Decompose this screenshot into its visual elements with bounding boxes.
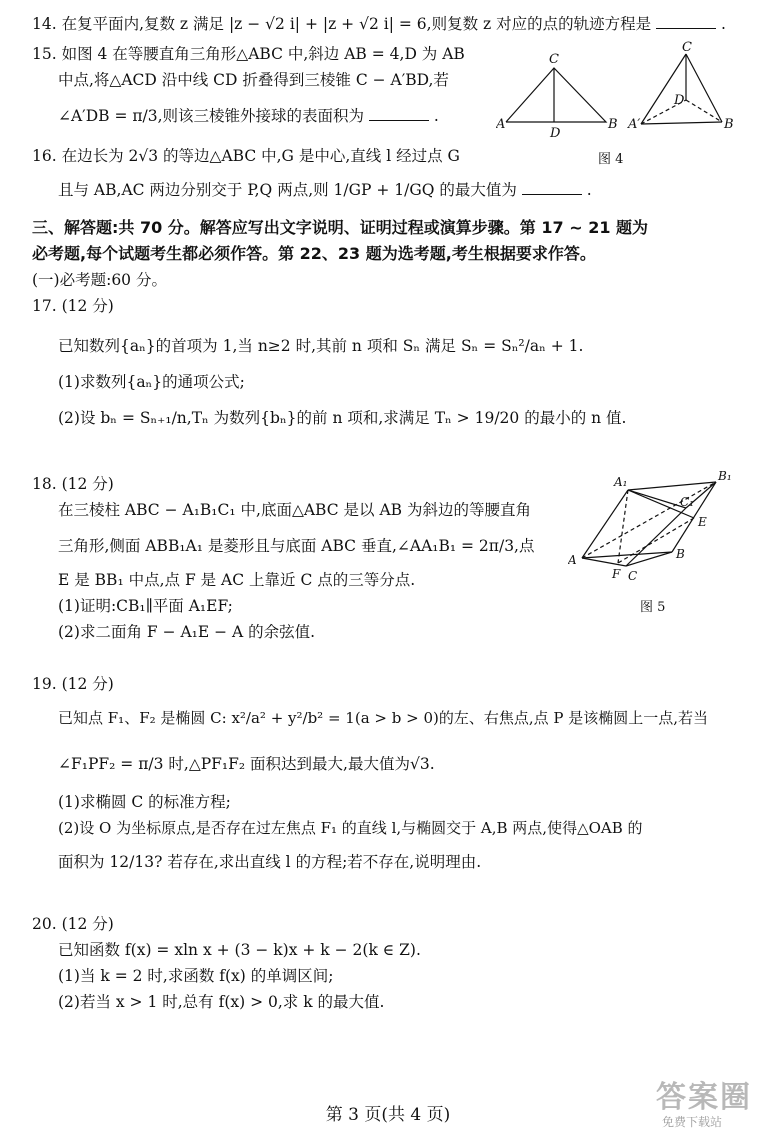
answer-blank-15[interactable] [369, 106, 429, 121]
fig4-pyr-ca [641, 54, 686, 124]
page-footer: 第 3 页(共 4 页) [325, 1105, 451, 1125]
fig5-label-b1: B₁ [718, 470, 732, 483]
fig4-pyr-label-a1: A′ [628, 117, 641, 132]
section3-line-1: 三、解答题:共 70 分。解答应写出文字说明、证明过程或演算步骤。第 17 ~ 21 题为 [32, 218, 649, 237]
fig4-label-c: C [549, 52, 559, 67]
fig5-label-b: B [676, 547, 685, 561]
fig5-label-e: E [698, 515, 707, 529]
watermark-subtext: 免费下载站 [661, 1115, 722, 1129]
q19-header: 19. (12 分) [32, 675, 114, 693]
fig5-label-c: C [628, 569, 638, 583]
q20-header: 20. (12 分) [32, 915, 114, 933]
q20-line-2: (1)当 k = 2 时,求函数 f(x) 的单调区间; [58, 967, 334, 985]
q16-line-2: 且与 AB,AC 两边分别交于 P,Q 两点,则 1/GP + 1/GQ 的最大值为 . [58, 181, 592, 199]
figure-4 [496, 40, 766, 155]
q18-line-2: 三角形,侧面 ABB₁A₁ 是菱形且与底面 ABC 垂直,∠AA₁B₁ = 2π/3,点 [58, 537, 535, 555]
q18-line-3: E 是 BB₁ 中点,点 F 是 AC 上靠近 C 点的三等分点. [58, 571, 416, 589]
q19-line-3: (1)求椭圆 C 的标准方程; [58, 793, 231, 811]
q18-header: 18. (12 分) [32, 475, 114, 493]
figure-5 [568, 470, 758, 585]
q19-line-4: (2)设 O 为坐标原点,是否存在过左焦点 F₁ 的直线 l,与椭圆交于 A,B 两点,使得△OAB 的 [58, 819, 643, 837]
q19-line-5: 面积为 12/13? 若存在,求出直线 l 的方程;若不存在,说明理由. [58, 853, 482, 871]
fig4-label-b: B [608, 117, 618, 132]
fig4-label-d: D [550, 126, 561, 141]
q15-line-1: 15. 如图 4 在等腰直角三角形△ABC 中,斜边 AB = 4,D 为 AB [32, 45, 465, 63]
fig4-pyr-label-d: D [674, 93, 685, 108]
q19-line-1: 已知点 F₁、F₂ 是椭圆 C: x²/a² + y²/b² = 1(a > b > 0)的左、右焦点,点 P 是该椭圆上一点,若当 [58, 709, 709, 727]
q20-line-1: 已知函数 f(x) = xln x + (3 − k)x + k − 2(k ∈ Z). [58, 941, 421, 959]
q15-line-3: ∠A′DB = π/3,则该三棱锥外接球的表面积为 . [58, 107, 439, 125]
q17-line-3: (2)设 bₙ = Sₙ₊₁/n,Tₙ 为数列{bₙ}的前 n 项和,求满足 Tₙ > 19/20 的最小的 n 值. [58, 409, 627, 427]
q20-line-3: (2)若当 x > 1 时,总有 f(x) > 0,求 k 的最大值. [58, 993, 385, 1011]
answer-blank-16[interactable] [522, 180, 582, 195]
q16-line-1: 16. 在边长为 2√3 的等边△ABC 中,G 是中心,直线 l 经过点 G [32, 147, 460, 165]
q15-line-2: 中点,将△ACD 沿中线 CD 折叠得到三棱锥 C − A′BD,若 [58, 71, 449, 89]
fig5-label-f: F [612, 567, 621, 581]
fig4-pyr-label-b: B [724, 117, 734, 132]
fig5-label-c1: C₁ [680, 495, 694, 509]
fig4-triangle [506, 68, 606, 122]
q17-line-2: (1)求数列{aₙ}的通项公式; [58, 373, 245, 391]
q17-line-1: 已知数列{aₙ}的首项为 1,当 n≥2 时,其前 n 项和 Sₙ 满足 Sₙ = Sₙ²/aₙ + 1. [58, 337, 584, 355]
fig5-label-a: A [568, 553, 577, 567]
fig5-caption: 图 5 [640, 600, 666, 615]
q18-line-5: (2)求二面角 F − A₁E − A 的余弦值. [58, 623, 316, 641]
fig4-pyr-ab [641, 122, 722, 124]
section3-line-2: 必考题,每个试题考生都必须作答。第 22、23 题为选考题,考生根据要求作答。 [32, 244, 596, 263]
q18-line-1: 在三棱柱 ABC − A₁B₁C₁ 中,底面△ABC 是以 AB 为斜边的等腰直角 [58, 501, 531, 519]
fig4-caption: 图 4 [598, 152, 624, 167]
fig4-pyr-label-c: C [682, 40, 692, 55]
q18-line-4: (1)证明:CB₁∥平面 A₁EF; [58, 597, 233, 615]
q19-line-2: ∠F₁PF₂ = π/3 时,△PF₁F₂ 面积达到最大,最大值为√3. [58, 755, 435, 773]
fig5-label-a1: A₁ [614, 475, 628, 489]
fig4-pyr-cb [686, 54, 722, 122]
watermark-logo: 答案圈 [656, 1080, 752, 1115]
answer-blank-14[interactable] [656, 14, 716, 29]
q17-header: 17. (12 分) [32, 297, 114, 315]
q14-text: 14. 在复平面内,复数 z 满足 |z − √2 i| + |z + √2 i| = 6,则复数 z 对应的点的轨迹方程是 . [32, 15, 726, 33]
section3-line-3: (一)必考题:60 分。 [32, 271, 167, 289]
fig4-label-a: A [496, 117, 506, 132]
